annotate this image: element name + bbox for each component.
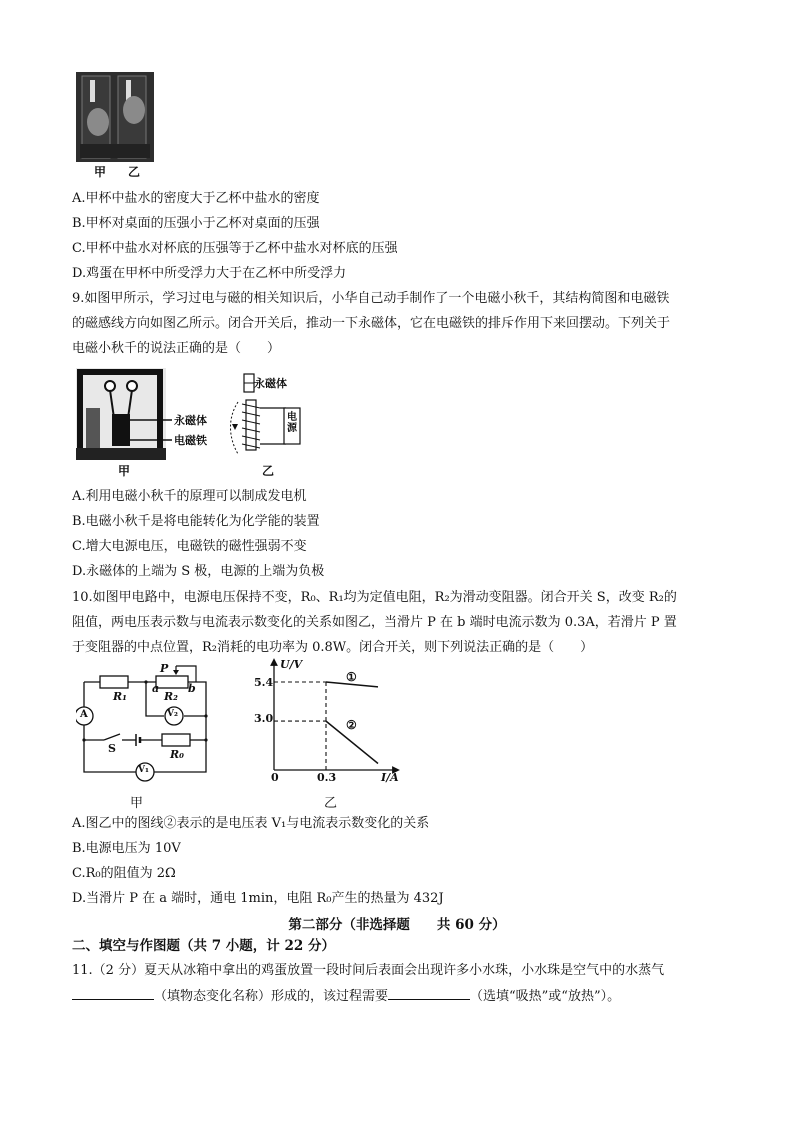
q8-option-b: B.甲杯对桌面的压强小于乙杯对桌面的压强 [72,216,320,231]
q10-caption-yi: 乙 [324,796,338,811]
q8-option-c: C.甲杯中盐水对杯底的压强等于乙杯中盐水对杯底的压强 [72,241,398,256]
q10-stem-line2: 阻值，两电压表示数与电流表示数变化的关系如图乙，当滑片 P 在 b 端时电流示数为 0.3A，若滑片 P 置 [72,615,677,630]
graph-ytick-top: 5.4 [254,676,274,689]
q9-option-d: D.永磁体的上端为 S 极，电源的上端为负极 [72,564,325,579]
q11-line1: 11.（2 分）夏天从冰箱中拿出的鸡蛋放置一段时间后表面会出现许多小水珠，小水珠是空气中的水蒸气 [72,963,665,978]
q10-label-a: a [152,682,160,695]
q9-option-b: B.电磁小秋千是将电能转化为化学能的装置 [72,514,320,529]
q10-label-v1: V₁ [138,765,149,775]
cups-image [76,72,154,162]
q9-label-electromagnet: 电磁铁 [174,434,207,447]
q10-label-b: b [188,682,196,695]
graph-xlabel: I/A [381,771,399,784]
section-title: 二、填空与作图题（共 7 小题，计 22 分） [72,938,335,954]
q8-caption-jia: 甲 [94,165,107,179]
q9-option-c: C.增大电源电压，电磁铁的磁性强弱不变 [72,539,307,554]
q10-option-d: D.当滑片 P 在 a 端时，通电 1min，电阻 R₀产生的热量为 432J [72,891,444,906]
q9-stem-line3: 电磁小秋千的说法正确的是（ ） [72,341,281,356]
q9-yi-label-source: 电源 [287,412,297,434]
q10-label-s: S [108,742,116,755]
q11-seg1: （填物态变化名称）形成的，该过程需要 [154,989,389,1004]
q9-caption-yi: 乙 [262,464,275,478]
answer-blank-2[interactable] [388,987,470,1000]
q10-label-v2: V₂ [167,709,178,719]
q8-photo [76,72,154,162]
q10-option-a: A.图乙中的图线②表示的是电压表 V₁与电流表示数变化的关系 [72,816,430,831]
q10-option-c: C.R₀的阻值为 2Ω [72,866,176,881]
q10-stem-line1: 10.如图甲电路中，电源电压保持不变，R₀、R₁均为定值电阻，R₂为滑动变阻器。闭合开关 S，改变 R₂的 [72,590,677,605]
q9-label-permanent-magnet: 永磁体 [174,414,207,427]
graph-curve2-label: ② [346,718,357,732]
q9-yi-label-magnet: 永磁体 [254,377,287,390]
q10-label-r1: R₁ [113,690,127,703]
q10-stem-line3: 于变阻器的中点位置，R₂消耗的电功率为 0.8W。闭合开关，则下列说法正确的是（ ） [72,640,594,655]
q8-option-a: A.甲杯中盐水的密度大于乙杯中盐水的密度 [72,191,320,206]
q10-label-r0: R₀ [170,748,184,761]
q11-line2 [72,987,620,1006]
graph-origin: 0 [271,771,279,784]
q9-stem-line2: 的磁感线方向如图乙所示。闭合开关后，推动一下永磁体，它在电磁铁的排斥作用下来回摆动。下列关于 [72,316,671,331]
graph-xtick: 0.3 [317,771,337,784]
q8-option-d: D.鸡蛋在甲杯中所受浮力大于在乙杯中所受浮力 [72,266,347,281]
q9-option-a: A.利用电磁小秋千的原理可以制成发电机 [72,489,307,504]
q10-label-ammeter: A [80,709,88,720]
q10-label-r2: R₂ [164,690,178,703]
q9-stem-line1: 9.如图甲所示，学习过电与磁的相关知识后，小华自己动手制作了一个电磁小秋千，其结构简图和电磁铁 [72,291,670,306]
graph-curve1-label: ① [346,670,357,684]
q10-caption-jia: 甲 [130,796,144,811]
q8-caption-yi: 乙 [128,165,141,179]
q11-seg2: （选填“吸热”或“放热”）。 [470,989,621,1004]
q10-label-p: P [160,662,169,675]
q10-option-b: B.电源电压为 10V [72,841,181,856]
graph-ytick-mid: 3.0 [254,712,274,725]
graph-ylabel: U/V [280,658,303,671]
part2-title: 第二部分（非选择题 共 60 分） [288,917,506,933]
q9-caption-jia: 甲 [118,464,131,478]
answer-blank-1[interactable] [72,987,154,1000]
